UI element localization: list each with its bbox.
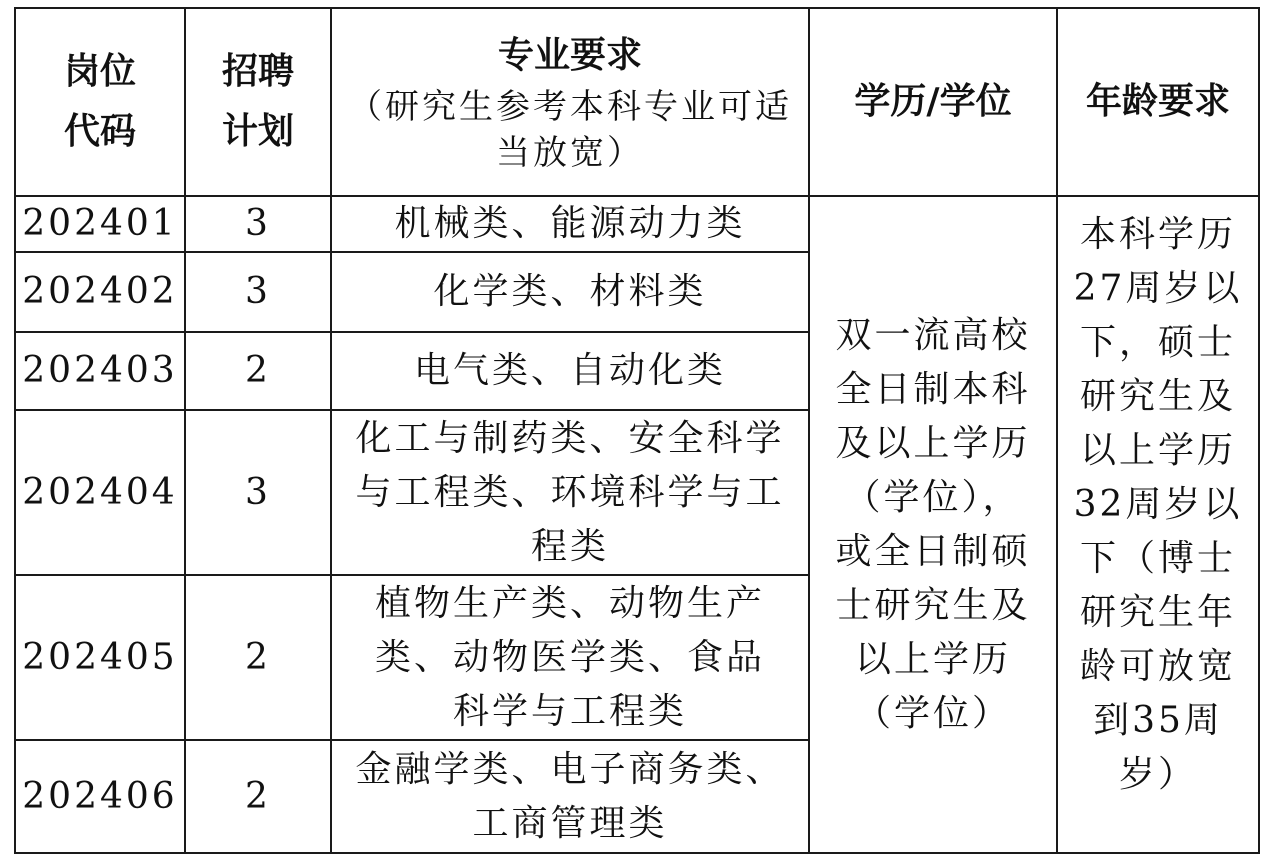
recruit-plan: 2: [185, 575, 331, 740]
major-requirement: 植物生产类、动物生产类、动物医学类、食品科学与工程类: [331, 575, 809, 740]
position-code: 202403: [15, 332, 185, 410]
header-major-title: 专业要求: [497, 35, 642, 76]
recruitment-table: [14, 7, 1260, 854]
recruit-plan: 2: [185, 740, 331, 853]
recruit-plan: 3: [185, 252, 331, 332]
position-code: 202406: [15, 740, 185, 853]
major-requirement: 机械类、能源动力类: [331, 196, 809, 252]
major-requirement: 化学类、材料类: [331, 252, 809, 332]
position-code: 202405: [15, 575, 185, 740]
position-code: 202404: [15, 410, 185, 575]
header-major-requirement: [331, 8, 809, 196]
major-requirement: 金融学类、电子商务类、工商管理类: [331, 740, 809, 853]
recruit-plan: 2: [185, 332, 331, 410]
recruit-plan: 3: [185, 410, 331, 575]
position-code: 202402: [15, 252, 185, 332]
major-requirement: 电气类、自动化类: [331, 332, 809, 410]
header-degree: 学历/学位: [809, 8, 1057, 196]
age-requirement: 本科学历27周岁以下，硕士研究生及以上学历32周岁以下（博士研究生年龄可放宽到35周岁）: [1057, 196, 1259, 853]
recruit-plan: 3: [185, 196, 331, 252]
major-requirement: 化工与制药类、安全科学与工程类、环境科学与工程类: [331, 410, 809, 575]
header-position-code: 岗位代码: [15, 8, 185, 196]
header-age: 年龄要求: [1057, 8, 1259, 196]
degree-requirement: 双一流高校全日制本科及以上学历（学位），或全日制硕士研究生及以上学历（学位）: [809, 196, 1057, 853]
position-code: 202401: [15, 196, 185, 252]
header-major-note: （研究生参考本科专业可适当放宽）: [348, 87, 792, 173]
header-row: [15, 8, 1259, 196]
header-recruit-plan: 招聘计划: [185, 8, 331, 196]
table-row: [15, 196, 1259, 252]
